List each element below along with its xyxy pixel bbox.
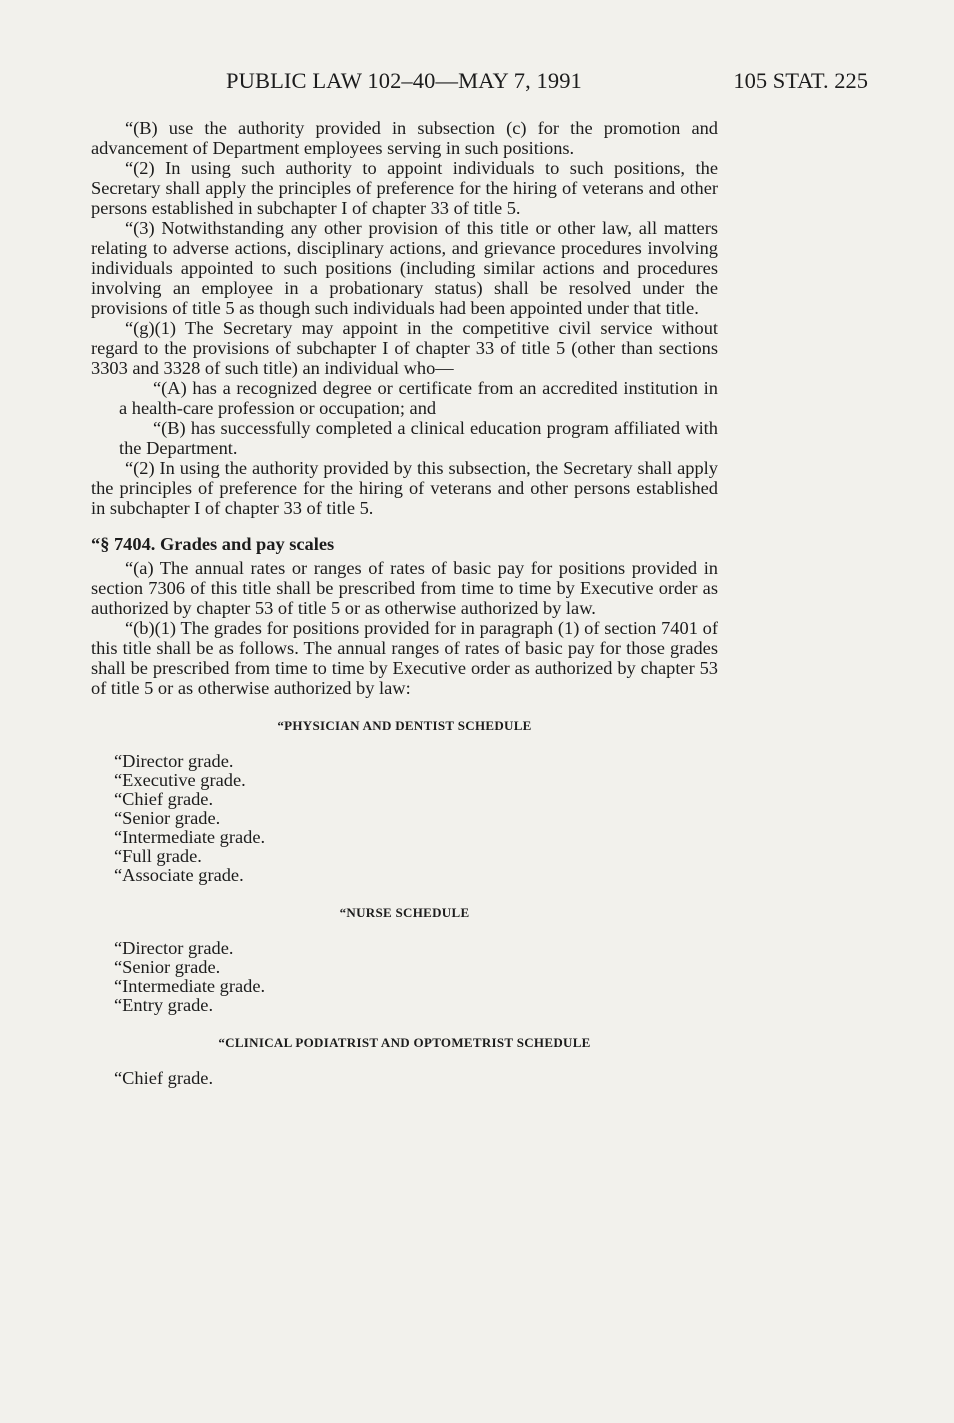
grade-item: “Full grade. <box>114 846 202 866</box>
grade-item: “Senior grade. <box>114 808 221 828</box>
nurse-grade-list <box>91 939 718 1015</box>
subparagraph-a-degree: “(A) has a recognized degree or certificate from an accredited institution in a health-care profession or occupation; and <box>119 378 718 418</box>
paragraph-b-authority: “(B) use the authority provided in subsection (c) for the promotion and advancement of Department employees serving in such positions. <box>91 118 718 158</box>
paragraph-a-rates: “(a) The annual rates or ranges of rates of basic pay for positions provided in section 7306 of this title shall be prescribed from time to time by Executive order as authorized by chapter 53 of title 5 or as otherwise authorized by law. <box>91 558 718 618</box>
grade-item: “Senior grade. <box>114 957 221 977</box>
grade-item: “Associate grade. <box>114 865 244 885</box>
paragraph-g1-appointment: “(g)(1) The Secretary may appoint in the competitive civil service without regard to the provisions of subchapter I of chapter 33 of title 5 (other than sections 3303 and 3328 of such title) an individual who— <box>91 318 718 378</box>
running-head-title: PUBLIC LAW 102–40—MAY 7, 1991 <box>226 68 582 93</box>
podiatrist-schedule-title: “CLINICAL PODIATRIST AND OPTOMETRIST SCHEDULE <box>218 1035 591 1050</box>
grade-item: “Director grade. <box>114 751 234 771</box>
grade-item: “Entry grade. <box>114 995 214 1015</box>
physician-schedule-title: “PHYSICIAN AND DENTIST SCHEDULE <box>277 718 532 733</box>
subparagraph-b-clinical: “(B) has successfully completed a clinical education program affiliated with the Department. <box>119 418 718 458</box>
grade-item: “Executive grade. <box>114 770 246 790</box>
paragraph-g2-preference: “(2) In using the authority provided by this subsection, the Secretary shall apply the principles of preference for the hiring of veterans and other persons established in subchapter I of chapter 33 of title 5. <box>91 458 718 518</box>
podiatrist-grade-list <box>91 1069 718 1088</box>
nurse-schedule-title: “NURSE SCHEDULE <box>339 905 470 920</box>
grade-item: “Chief grade. <box>114 789 214 809</box>
statute-page-number: 105 STAT. 225 <box>733 68 868 93</box>
grade-item: “Chief grade. <box>114 1068 214 1088</box>
grade-item: “Director grade. <box>114 938 234 958</box>
page-body <box>91 118 718 1088</box>
section-heading-7404: “§ 7404. Grades and pay scales <box>91 534 335 554</box>
grade-item: “Intermediate grade. <box>114 976 266 996</box>
paragraph-b1-grades: “(b)(1) The grades for positions provided for in paragraph (1) of section 7401 of this title shall be as follows. The annual ranges of rates of basic pay for those grades shall be prescribed from time to time by Executive order as authorized by chapter 53 of title 5 or as otherwise authorized by law: <box>91 618 718 698</box>
paragraph-3-notwithstanding: “(3) Notwithstanding any other provision of this title or other law, all matters relating to adverse actions, disciplinary actions, and grievance procedures involving individuals appointed to such positions (including similar actions and procedures involving an employee in a probationary status) shall be resolved under the provisions of title 5 as though such individuals had been appointed under that title. <box>91 218 718 318</box>
page-header <box>90 68 868 98</box>
grade-item: “Intermediate grade. <box>114 827 266 847</box>
paragraph-2-preference: “(2) In using such authority to appoint individuals to such positions, the Secretary shall apply the principles of preference for the hiring of veterans and other persons established in subchapter I of chapter 33 of title 5. <box>91 158 718 218</box>
physician-grade-list <box>91 752 718 885</box>
